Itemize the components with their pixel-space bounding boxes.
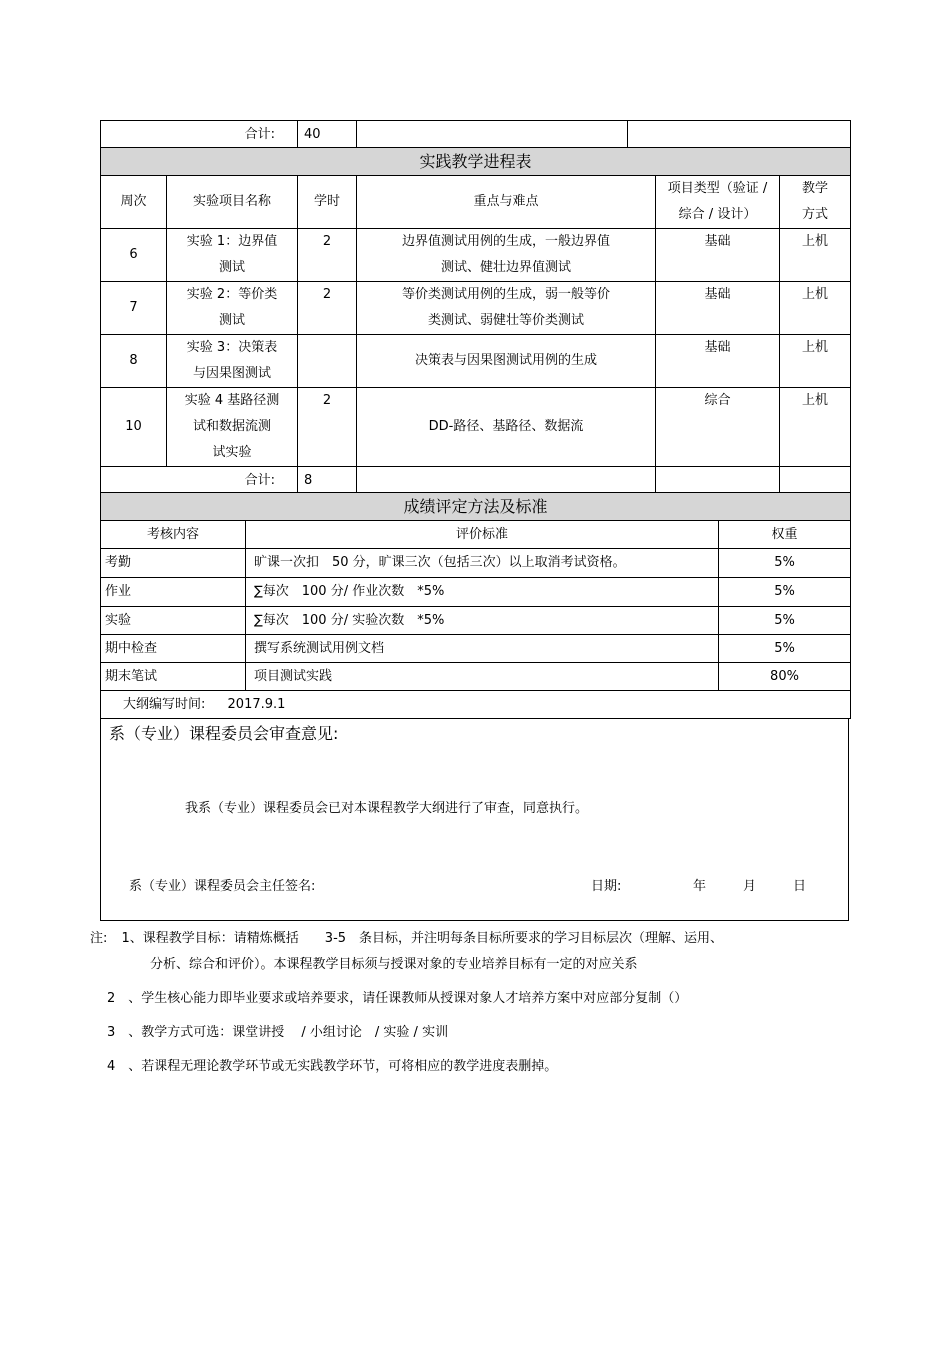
row-name-line: 试实验 — [212, 445, 252, 460]
row-name-line: 实验 2：等价类 — [186, 287, 278, 302]
grading-content: 实验 — [101, 607, 246, 635]
row-name — [167, 335, 298, 388]
notes-prefix: 注: — [90, 931, 108, 946]
note-1-line2: 分析、综合和评价）。本课程教学目标须与授课对象的专业培养目标有一定的对应关系 — [150, 957, 638, 972]
grading-header-criteria: 评价标准 — [246, 521, 719, 549]
grading-content: 考勤 — [101, 549, 246, 578]
row-focus — [357, 229, 656, 282]
total-empty-cell — [357, 121, 628, 149]
grading-weight: 80% — [719, 663, 851, 691]
table-row — [101, 578, 851, 607]
table-row — [101, 607, 851, 635]
row-name-line: 与因果图测试 — [192, 366, 271, 381]
total-empty-cell — [780, 467, 851, 495]
total-empty-cell — [656, 467, 780, 495]
practice-total-value: 8 — [298, 467, 357, 495]
row-name — [167, 388, 298, 467]
row-focus-line: 测试、健壮边界值测试 — [440, 260, 571, 275]
table-row — [101, 549, 851, 578]
row-name-line: 试和数据流测 — [192, 419, 271, 434]
row-week: 7 — [101, 282, 167, 335]
grading-weight: 5% — [719, 607, 851, 635]
row-focus: 决策表与因果图测试用例的生成 — [357, 335, 656, 388]
row-name — [167, 229, 298, 282]
row-method: 上机 — [780, 282, 851, 335]
practice-total-label: 合计: — [101, 467, 298, 495]
row-method: 上机 — [780, 388, 851, 467]
review-statement: 我系（专业）课程委员会已对本课程教学大纲进行了审查，同意执行。 — [185, 801, 589, 816]
total-empty-cell — [628, 121, 851, 149]
total-value: 40 — [298, 121, 357, 149]
grading-weight: 5% — [719, 578, 851, 607]
review-signature-label: 系（专业）课程委员会主任签名: — [129, 879, 316, 894]
note-1-line1: 1、课程教学目标：请精炼概括 3-5 条目标，并注明每条目标所要求的学习目标层次（理解、运用、 — [121, 931, 724, 946]
note-4: 4 、若课程无理论教学环节或无实践教学环节，可将相应的教学进度表删掉。 — [107, 1059, 558, 1074]
row-week: 10 — [101, 388, 167, 467]
row-focus — [357, 282, 656, 335]
review-month: 月 — [743, 879, 757, 894]
table-row — [101, 663, 851, 691]
row-hours: 2 — [298, 388, 357, 467]
grading-header-weight: 权重 — [719, 521, 851, 549]
row-method: 上机 — [780, 335, 851, 388]
row-type: 基础 — [656, 335, 780, 388]
grading-weight: 5% — [719, 549, 851, 578]
row-name-line: 实验 1：边界值 — [186, 234, 278, 249]
grading-criteria: ∑每次 100 分/ 实验次数 *5% — [246, 607, 719, 635]
row-name-line: 实验 3：决策表 — [186, 340, 278, 355]
row-name-line: 测试 — [218, 260, 245, 275]
row-focus-line: 等价类测试用例的生成，弱一般等价 — [401, 287, 610, 302]
note-2: 2 、学生核心能力即毕业要求或培养要求，请任课教师从授课对象人才培养方案中对应部分复制（） — [107, 991, 688, 1006]
table-row — [101, 388, 851, 467]
total-label: 合计: — [101, 121, 298, 149]
note-3: 3 、教学方式可选：课堂讲授 / 小组讨论 / 实验 / 实训 — [107, 1025, 449, 1040]
row-hours: 2 — [298, 282, 357, 335]
grading-content: 期中检查 — [101, 635, 246, 663]
note-1 — [90, 926, 723, 952]
header-method — [780, 176, 851, 229]
row-focus-line: 边界值测试用例的生成，一般边界值 — [401, 234, 610, 249]
row-focus: DD-路径、基路径、数据流 — [357, 388, 656, 467]
row-type: 基础 — [656, 282, 780, 335]
grading-criteria: ∑每次 100 分/ 作业次数 *5% — [246, 578, 719, 607]
header-method-line1: 教学 — [802, 181, 829, 196]
grading-criteria: 旷课一次扣 50 分，旷课三次（包括三次）以上取消考试资格。 — [246, 549, 719, 578]
header-name: 实验项目名称 — [167, 176, 298, 229]
outline-time-value: 2017.9.1 — [227, 696, 286, 712]
header-method-line2: 方式 — [802, 207, 829, 222]
row-name — [167, 282, 298, 335]
header-hours: 学时 — [298, 176, 357, 229]
practice-schedule-table — [100, 147, 851, 495]
grading-title: 成绩评定方法及标准 — [101, 493, 851, 521]
row-name-line: 测试 — [218, 313, 245, 328]
practice-title: 实践教学进程表 — [101, 148, 851, 176]
grading-table — [100, 492, 851, 719]
row-type: 基础 — [656, 229, 780, 282]
grading-criteria: 项目测试实践 — [246, 663, 719, 691]
row-method: 上机 — [780, 229, 851, 282]
row-hours — [298, 335, 357, 388]
header-week: 周次 — [101, 176, 167, 229]
grading-content: 期末笔试 — [101, 663, 246, 691]
table-row — [101, 635, 851, 663]
header-type-line1: 项目类型（验证 / — [667, 181, 768, 196]
outline-time-label: 大纲编写时间: — [123, 696, 206, 712]
table-row — [101, 335, 851, 388]
header-type — [656, 176, 780, 229]
review-title: 系（专业）课程委员会审查意见: — [109, 724, 339, 743]
grading-header-content: 考核内容 — [101, 521, 246, 549]
outline-time-row — [101, 691, 851, 719]
top-total-table — [100, 120, 851, 149]
row-focus-line: 类测试、弱健壮等价类测试 — [427, 313, 584, 328]
notes — [90, 926, 723, 1080]
review-year: 年 — [693, 879, 707, 894]
header-focus: 重点与难点 — [357, 176, 656, 229]
review-date-label: 日期: — [591, 879, 622, 894]
total-empty-cell — [357, 467, 656, 495]
row-type: 综合 — [656, 388, 780, 467]
grading-content: 作业 — [101, 578, 246, 607]
row-week: 8 — [101, 335, 167, 388]
header-type-line2: 综合 / 设计） — [678, 207, 757, 222]
grading-criteria: 撰写系统测试用例文档 — [246, 635, 719, 663]
review-box — [100, 718, 849, 921]
review-day: 日 — [793, 879, 807, 894]
grading-weight: 5% — [719, 635, 851, 663]
row-week: 6 — [101, 229, 167, 282]
row-name-line: 实验 4 基路径测 — [184, 393, 280, 408]
table-row — [101, 229, 851, 282]
row-hours: 2 — [298, 229, 357, 282]
table-row — [101, 282, 851, 335]
